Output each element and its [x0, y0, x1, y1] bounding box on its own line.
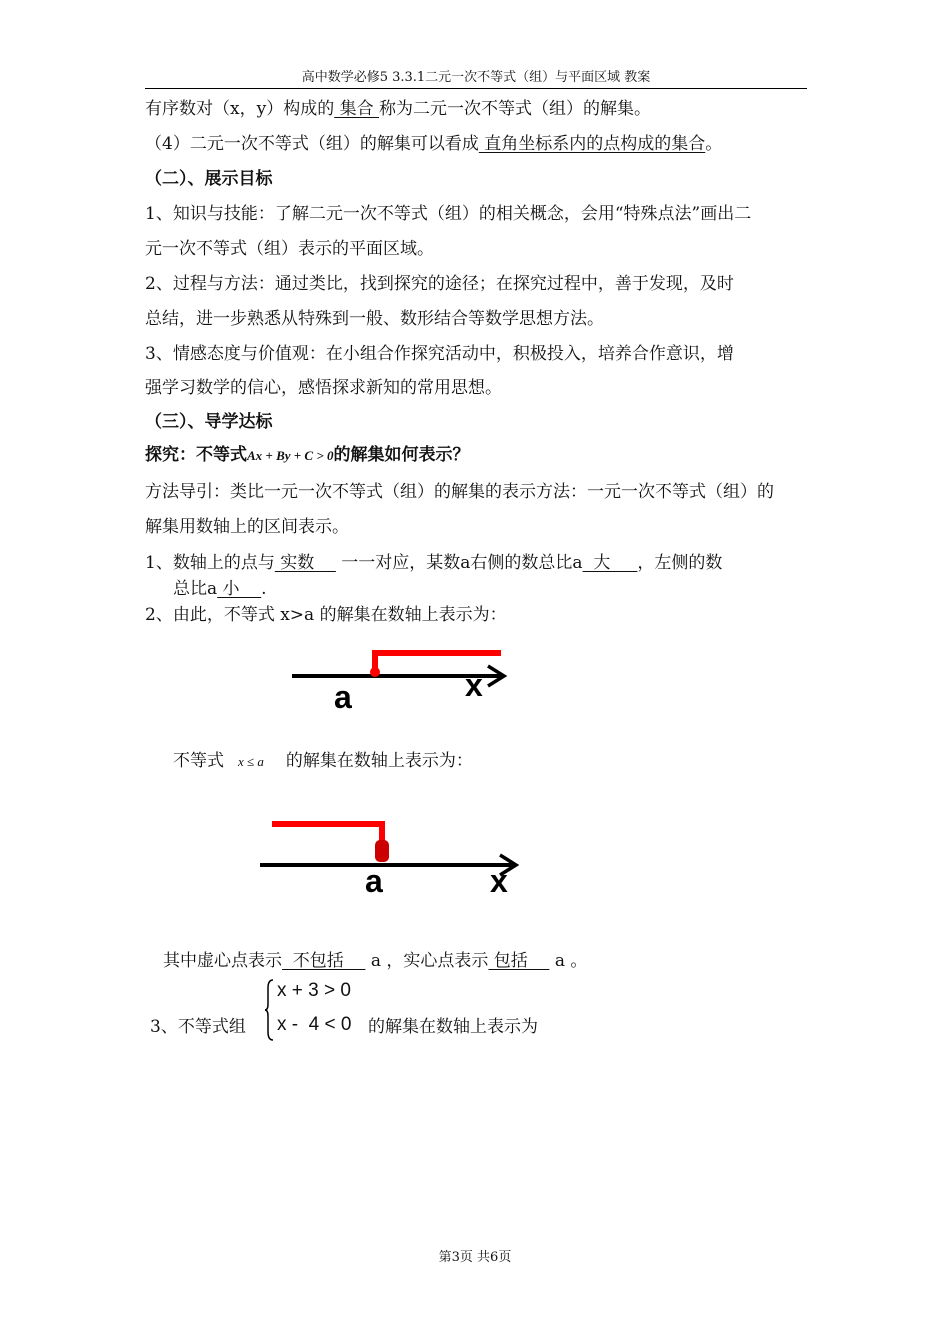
label-x: x [490, 863, 508, 897]
goal-3-line-2: 强学习数学的信心，感悟探求新知的常用思想。 [145, 378, 502, 398]
goal-2-line-1: 2、过程与方法：通过类比，找到探究的途径；在探究过程中，善于发现，及时 [145, 274, 734, 294]
label-x: x [465, 667, 483, 703]
blank-smaller: 小 [217, 579, 262, 599]
solid-endpoint [375, 840, 389, 862]
goal-3-line-1: 3、情感态度与价值观：在小组合作探究活动中，积极投入，培养合作意识，增 [145, 344, 734, 364]
blank-exclude: 不包括 [282, 951, 366, 971]
label-a: a [365, 863, 383, 897]
paragraph-solution-set: （4）二元一次不等式（组）的解集可以看成 直角坐标系内的点构成的集合。 [145, 134, 723, 154]
equation-1: x + 3 > 0 [277, 980, 351, 1001]
item-3-label: 3、不等式组 [150, 1017, 246, 1037]
endpoint-dot [370, 667, 380, 677]
item-1-line-2: 总比a 小 . [173, 579, 267, 599]
method-line-1: 方法导引：类比一元一次不等式（组）的解集的表示方法：一元一次不等式（组）的 [145, 482, 774, 502]
item-1-line-1: 1、数轴上的点与 实数 一一对应，某数a右侧的数总比a 大 ，左侧的数 [145, 553, 723, 573]
circle-meaning-line: 其中虚心点表示 不包括 a ，实心点表示 包括 a 。 [163, 951, 588, 971]
section-heading-goals: （二）、展示目标 [145, 169, 273, 189]
number-line-x-le-a [255, 812, 535, 897]
goal-1-line-1: 1、知识与技能：了解二元一次不等式（组）的相关概念，会用“特殊点法”画出二 [145, 204, 752, 224]
blank-include: 包括 [488, 951, 550, 971]
solution-ray-left [272, 824, 382, 844]
goal-1-line-2: 元一次不等式（组）表示的平面区域。 [145, 239, 434, 259]
inequality-x-le-a: x ≤ a [238, 754, 264, 769]
item-3-tail: 的解集在数轴上表示为 [368, 1017, 538, 1037]
blank-set: 集合 [334, 99, 380, 119]
page-footer: 第3页 共6页 [438, 1250, 512, 1265]
blank-greater: 大 [582, 553, 638, 573]
equation-2: x - 4 < 0 [277, 1014, 352, 1035]
inequality-2-line: 不等式 x ≤ a 的解集在数轴上表示为： [173, 751, 473, 771]
inequality-system [265, 978, 365, 1042]
number-line-x-greater-a [280, 640, 520, 715]
label-a: a [334, 679, 352, 715]
goal-2-line-2: 总结，进一步熟悉从特殊到一般、数形结合等数学思想方法。 [145, 309, 604, 329]
left-brace [265, 978, 273, 1042]
blank-coordinate-points: 直角坐标系内的点构成的集合 [478, 134, 706, 154]
item-2: 2、由此，不等式 x>a 的解集在数轴上表示为： [145, 605, 507, 625]
explore-question: 探究：不等式Ax + By + C > 0的解集如何表示？ [145, 445, 470, 465]
page-header: 高中数学必修5 3.3.1二元一次不等式（组）与平面区域 教案 [145, 66, 807, 89]
method-line-2: 解集用数轴上的区间表示。 [145, 517, 349, 537]
inequality-formula: Ax + By + C > 0 [247, 448, 334, 463]
section-heading-guided: （三）、导学达标 [145, 412, 273, 432]
paragraph-ordered-pair: 有序数对（x，y）构成的 集合 称为二元一次不等式（组）的解集。 [145, 99, 652, 119]
blank-real-number: 实数 [274, 553, 336, 573]
